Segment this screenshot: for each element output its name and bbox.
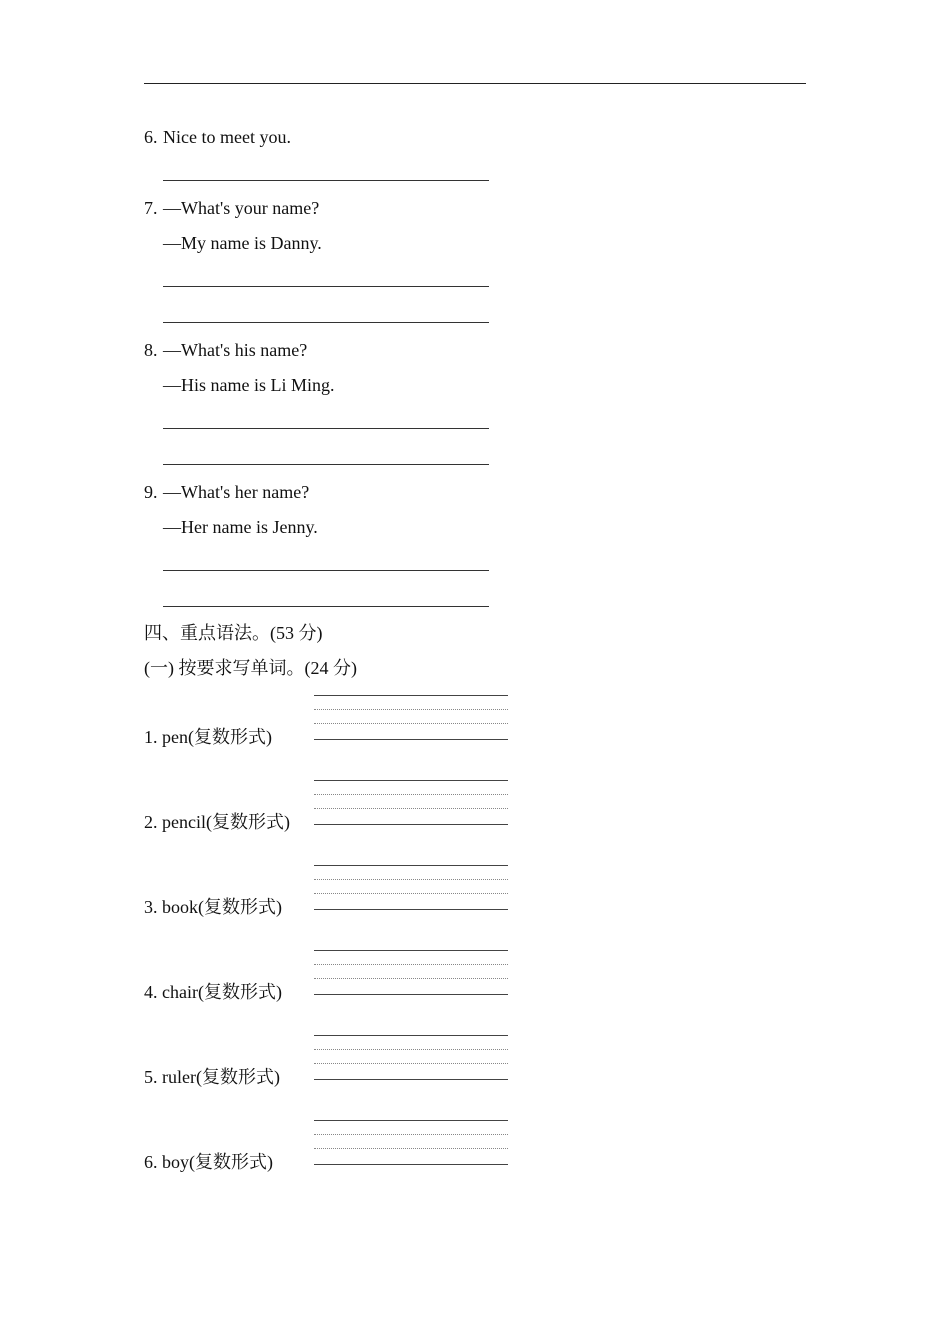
- section-4-part-1-heading: (一) 按要求写单词。(24 分): [144, 658, 357, 678]
- item-7-number: 7.: [144, 198, 158, 218]
- word-item-3-label: 3. book(复数形式): [144, 897, 282, 917]
- word-item-1-label: 1. pen(复数形式): [144, 727, 272, 747]
- item-6-number: 6.: [144, 127, 158, 147]
- word-item-6-writing-lines[interactable]: [314, 1120, 508, 1164]
- item-7-line-2: —My name is Danny.: [163, 233, 322, 253]
- item-9-line-2: —Her name is Jenny.: [163, 517, 318, 537]
- word-item-2-writing-lines[interactable]: [314, 780, 508, 824]
- item-8-line-2: —His name is Li Ming.: [163, 375, 335, 395]
- item-8-number: 8.: [144, 340, 158, 360]
- word-item-5-label: 5. ruler(复数形式): [144, 1067, 280, 1087]
- word-item-4-writing-lines[interactable]: [314, 950, 508, 994]
- item-6-line-1: Nice to meet you.: [163, 127, 291, 147]
- item-9-line-1: —What's her name?: [163, 482, 310, 502]
- item-8-line-1: —What's his name?: [163, 340, 308, 360]
- word-item-6-label: 6. boy(复数形式): [144, 1152, 273, 1172]
- section-4-heading: 四、重点语法。(53 分): [144, 623, 323, 643]
- word-item-5-writing-lines[interactable]: [314, 1035, 508, 1079]
- item-7-line-1: —What's your name?: [163, 198, 320, 218]
- item-6-answer-line-1[interactable]: [163, 180, 489, 181]
- word-item-4-label: 4. chair(复数形式): [144, 982, 282, 1002]
- item-9-answer-line-1[interactable]: [163, 570, 489, 571]
- item-9-answer-line-2[interactable]: [163, 606, 489, 607]
- item-7-answer-line-1[interactable]: [163, 286, 489, 287]
- word-item-3-writing-lines[interactable]: [314, 865, 508, 909]
- word-item-2-label: 2. pencil(复数形式): [144, 812, 290, 832]
- item-9-number: 9.: [144, 482, 158, 502]
- word-item-1-writing-lines[interactable]: [314, 695, 508, 739]
- item-8-answer-line-1[interactable]: [163, 428, 489, 429]
- item-8-answer-line-2[interactable]: [163, 464, 489, 465]
- header-rule: [144, 83, 806, 84]
- item-7-answer-line-2[interactable]: [163, 322, 489, 323]
